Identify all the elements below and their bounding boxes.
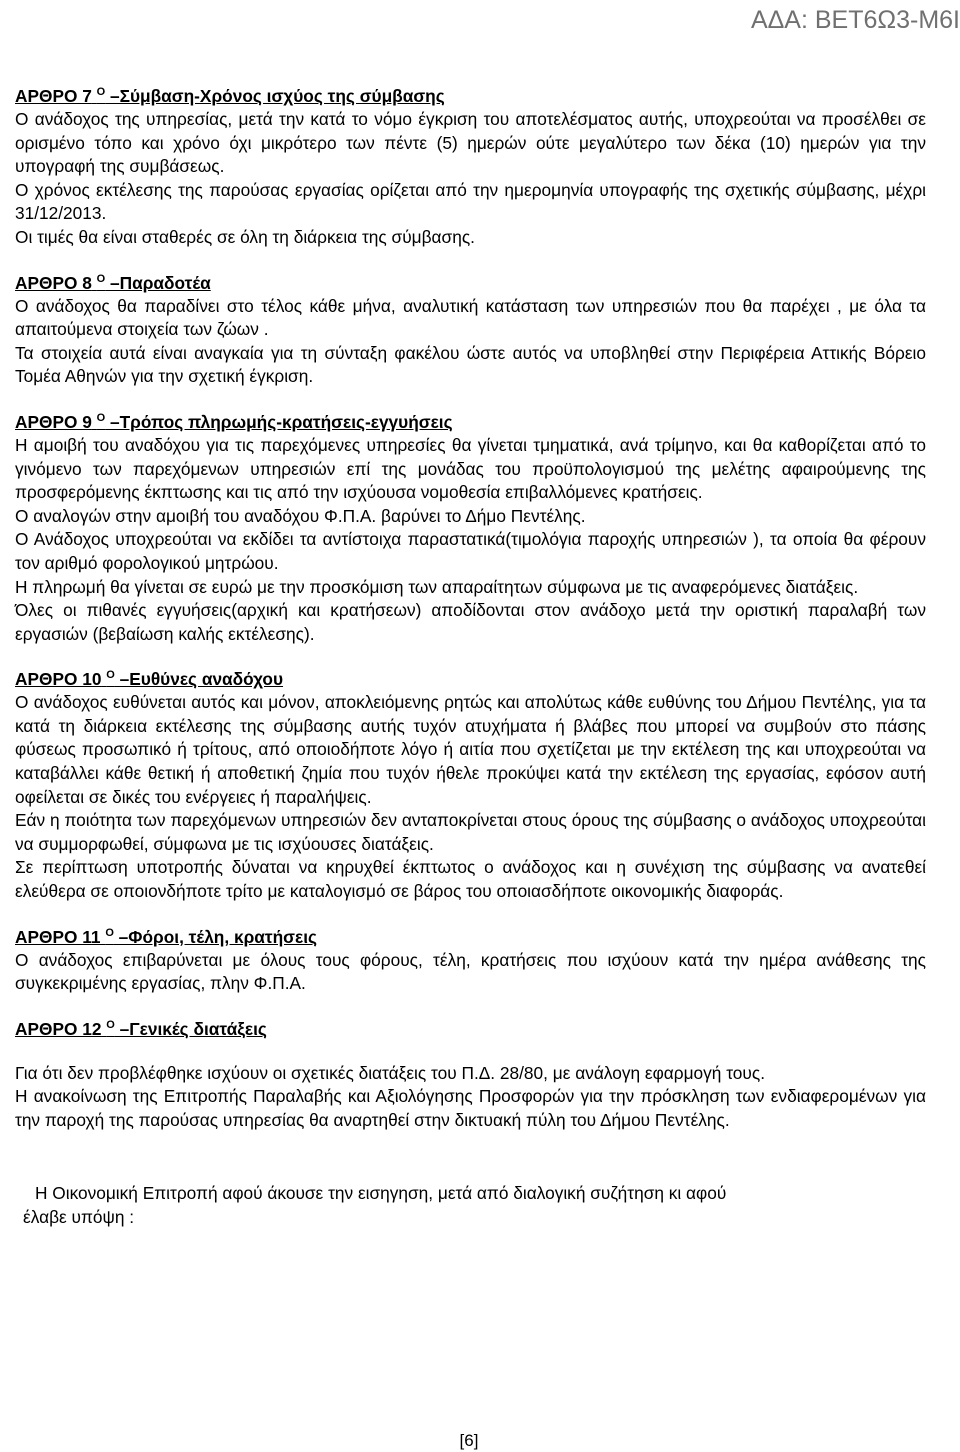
ordinal-superscript: Ο	[96, 272, 106, 285]
article-9	[15, 410, 926, 646]
article-9-para-5: Όλες οι πιθανές εγγυήσεις(αρχική και κρατήσεων) αποδίδονται στον ανάδοχο μετά την οριστική παραλαβή των εργασιών (βεβαίωση καλής εκτέλεσης).	[15, 600, 926, 644]
article-10-heading	[15, 667, 926, 691]
article-10	[15, 667, 926, 903]
article-9-para-2: Ο αναλογών στην αμοιβή του αναδόχου Φ.Π.Α. βαρύνει το Δήμο Πεντέλης.	[15, 505, 586, 526]
article-number: ΑΡΘΡΟ 8	[15, 272, 92, 293]
article-11	[15, 925, 926, 996]
ordinal-superscript: Ο	[96, 86, 106, 99]
article-number: ΑΡΘΡΟ 7	[15, 86, 92, 106]
article-11-heading	[15, 925, 926, 949]
article-number: ΑΡΘΡΟ 11	[15, 926, 101, 947]
article-12-heading	[15, 1017, 926, 1041]
article-title: –Ευθύνες αναδόχου	[114, 669, 284, 690]
article-title: –Γενικές διατάξεις	[114, 1018, 267, 1039]
article-12-para-2: Η ανακοίνωση της Επιτροπής Παραλαβής και Αξιολόγησης Προσφορών για την πρόσκληση των ενδιαφερομένων για την παροχή της παρούσας υπηρεσίας θα αναρτηθεί στην δικτυακή πύλη του Δήμου Πεντέλης.	[15, 1086, 926, 1130]
article-11-para-1: Ο ανάδοχος επιβαρύνεται με όλους τους φόρους, τέλη, κρατήσεις που ισχύουν κατά την ημέρα ανάθεσης της συγκεκριμένης εργασίας, πλην Φ.Π.Α.	[15, 949, 926, 994]
page-number: [6]	[459, 1431, 479, 1450]
closing-line-1: Η Οικονομική Επιτροπή αφού άκουσε την εισηγηση, μετά από διαλογική συζήτηση κι αφού	[35, 1182, 727, 1203]
ordinal-superscript: Ο	[105, 926, 114, 939]
article-8-para-2: Τα στοιχεία αυτά είναι αναγκαία για τη σύνταξη φακέλου ώστε αυτός να υποβληθεί στην Περιφέρεια Αττικής Βόρειο Τομέα Αθηνών για την σχετική έγκριση.	[15, 342, 926, 387]
article-title: –Σύμβαση-Χρόνος ισχύος της σύμβασης	[105, 86, 445, 106]
ordinal-superscript: Ο	[106, 669, 115, 682]
ordinal-superscript: Ο	[96, 412, 106, 425]
article-7	[15, 84, 926, 250]
article-number: ΑΡΘΡΟ 12	[15, 1018, 102, 1039]
article-8-para-1: Ο ανάδοχος θα παραδίνει στο τέλος κάθε μήνα, αναλυτική κατάσταση των υπηρεσιών που θα παρέχει , με όλα τα απαιτούμενα στοιχεία των ζώων .	[15, 295, 926, 340]
article-12-para-1: Για ότι δεν προβλέφθηκε ισχύουν οι σχετικές διατάξεις του Π.Δ. 28/80, με ανάλογη εφαρμογή τους.	[15, 1062, 765, 1083]
article-9-heading	[15, 410, 926, 434]
article-7-para-3: Οι τιμές θα είναι σταθερές σε όλη τη διάρκεια της σύμβασης.	[15, 226, 475, 247]
article-7-para-2: Ο χρόνος εκτέλεσης της παρούσας εργασίας ορίζεται από την ημερομηνία υπογραφής της σχετικής σύμβασης, μέχρι 31/12/2013.	[15, 179, 926, 224]
article-8	[15, 271, 926, 389]
article-title: –Παραδοτέα	[105, 272, 211, 293]
article-9-para-1: Η αμοιβή του αναδόχου για τις παρεχόμενες υπηρεσίες θα γίνεται τμηματικά, ανά τρίμηνο, και θα καθορίζεται από το γινόμενο των παρεχόμενων υπηρεσιών επί της μονάδας του προϋπολογισμού της μελέτης αφαιρούμενης της προσφερόμενης έκπτωσης και τις από την ισχύουσα νομοθεσία επιβαλλόμενες κρατήσεις.	[15, 434, 926, 503]
article-9-para-4: Η πληρωμή θα γίνεται σε ευρώ με την προσκόμιση των απαραίτητων σύμφωνα με τις αναφερόμενες διατάξεις.	[15, 576, 859, 597]
article-number: ΑΡΘΡΟ 9	[15, 411, 92, 432]
article-9-para-3: Ο Ανάδοχος υποχρεούται να εκδίδει τα αντίστοιχα παραστατικά(τιμολόγια παροχής υπηρεσιών ), τα οποία θα φέρουν τον αριθμό φορολογικού μητρώου.	[15, 529, 926, 573]
article-title: –Τρόπος πληρωμής-κρατήσεις-εγγυήσεις	[105, 411, 453, 432]
article-title: –Φόροι, τέλη, κρατήσεις	[113, 926, 317, 947]
closing-statement	[15, 1181, 926, 1229]
article-10-para-2: Εάν η ποιότητα των παρεχόμενων υπηρεσιών δεν ανταποκρίνεται στους όρους της σύμβασης ο ανάδοχος υποχρεούται να συμμορφωθεί, σύμφωνα με τις ισχύουσες διατάξεις.	[15, 810, 926, 854]
ada-header: ΑΔΑ: ΒΕΤ6Ω3-Μ6Ι	[750, 6, 960, 34]
article-7-para-1: Ο ανάδοχος της υπηρεσίας, μετά την κατά το νόμο έγκριση του αποτελέσματος αυτής, υποχρεούται να προσέλθει σε ορισμένο τόπο και χρόνο όχι μικρότερο των πέντε (5) ημερών ούτε μεγαλύτερο των δέκα (10) ημερών για την υπογραφή της συμβάσεως.	[15, 109, 926, 177]
article-8-heading	[15, 271, 926, 295]
ordinal-superscript: Ο	[106, 1019, 115, 1032]
article-12	[15, 1017, 926, 1133]
closing-line-2: έλαβε υπόψη :	[23, 1206, 135, 1227]
article-10-para-1: Ο ανάδοχος ευθύνεται αυτός και μόνον, αποκλειόμενης ρητώς και απολύτως κάθε ευθύνης του Δήμου Πεντέλης, για τα κατά τη διάρκεια εκτέλεσης της σύμβασης αυτής τυχόν ατυχήματα ή βλάβες που μπορεί να συμβούν στο πάσης φύσεως προσωπικό ή τρίτους, από οποιοδήποτε λόγο ή αιτία που σχετίζεται με την εκτέλεση της και υποχρεούται να καταβάλλει κάθε θετική ή αποθετική ζημία που τυχόν ήθελε προκύψει κατά την εκτέλεση της εργασίας, εφόσον αυτή οφείλεται σε δικές του ενέργειες ή παραλήψεις.	[15, 692, 926, 807]
document-body	[15, 84, 926, 1229]
article-7-heading	[15, 84, 926, 108]
article-10-para-3: Σε περίπτωση υποτροπής δύναται να κηρυχθεί έκπτωτος ο ανάδοχος και η συνέχιση της σύμβασης να ανατεθεί ελεύθερα σε οποιονδήποτε τρίτο με καταλογισμό σε βάρος του οποιασδήποτε οικονομικής διαφοράς.	[15, 857, 926, 902]
article-number: ΑΡΘΡΟ 10	[15, 669, 102, 690]
